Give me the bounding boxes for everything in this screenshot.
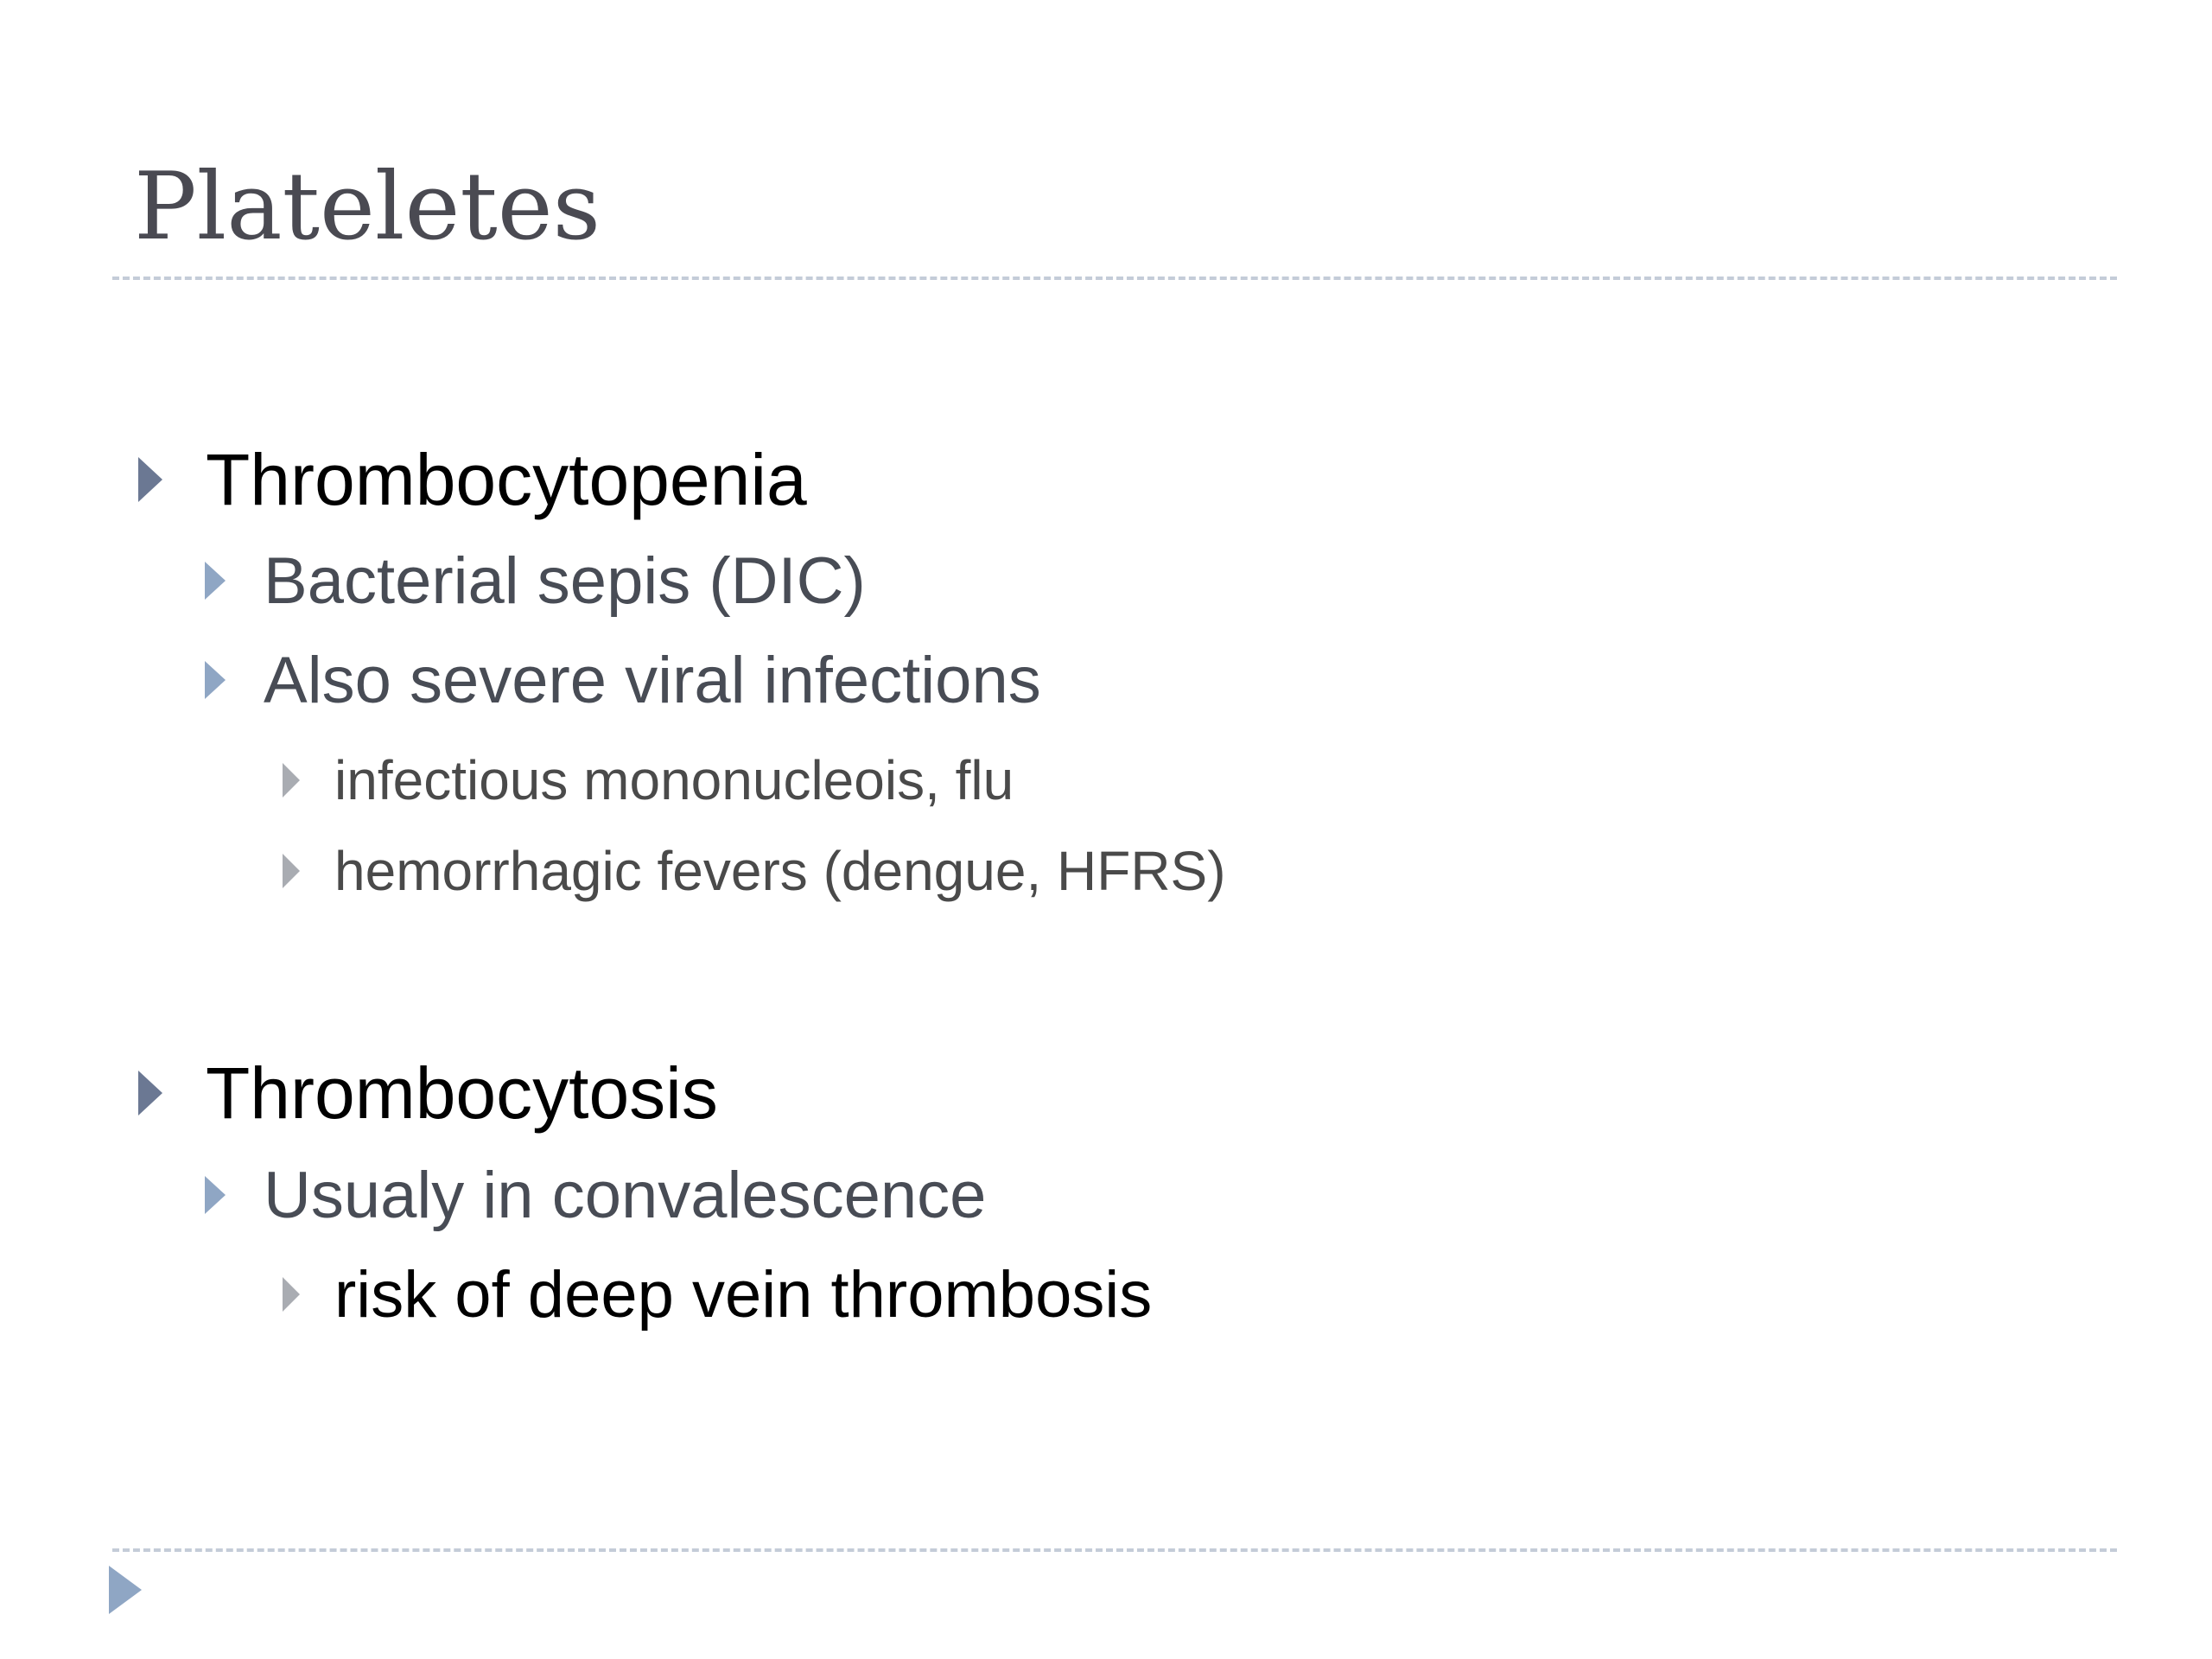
triangle-right-icon: [138, 1071, 162, 1116]
bullet-thrombocytosis: [138, 1041, 718, 1145]
triangle-right-icon: [205, 1176, 226, 1214]
bullet-mononucleosis: [283, 739, 1014, 822]
footer-divider: [112, 1548, 2117, 1552]
bullet-text: hemorrhagic fevers (dengue, HFRS): [334, 840, 1226, 902]
triangle-right-icon: [283, 763, 300, 798]
bullet-text: Thrombocytopenia: [206, 438, 807, 520]
bullet-convalescence: [205, 1147, 986, 1243]
bullet-hemorrhagic-fevers: [283, 830, 1226, 912]
triangle-right-icon: [205, 562, 226, 600]
triangle-right-icon: [138, 457, 162, 502]
bullet-text: Bacterial sepis (DIC): [264, 543, 866, 618]
bullet-text: infectious mononucleois, flu: [334, 749, 1014, 811]
triangle-right-icon: [109, 1566, 142, 1614]
title-divider: [112, 276, 2117, 280]
bullet-viral-infections: [205, 632, 1041, 728]
bullet-deep-vein-thrombosis: [283, 1247, 1152, 1342]
bullet-text: Usualy in convalescence: [264, 1158, 987, 1232]
bullet-text: risk of deep vein thrombosis: [334, 1257, 1153, 1332]
triangle-right-icon: [283, 1277, 300, 1312]
bullet-text: Also severe viral infections: [264, 643, 1041, 717]
triangle-right-icon: [283, 854, 300, 888]
bullet-bacterial-sepsis: [205, 533, 866, 628]
triangle-right-icon: [205, 661, 226, 699]
bullet-thrombocytopenia: [138, 428, 807, 531]
bullet-text: Thrombocytosis: [206, 1052, 718, 1134]
slide-title: Plateletes: [134, 153, 601, 261]
